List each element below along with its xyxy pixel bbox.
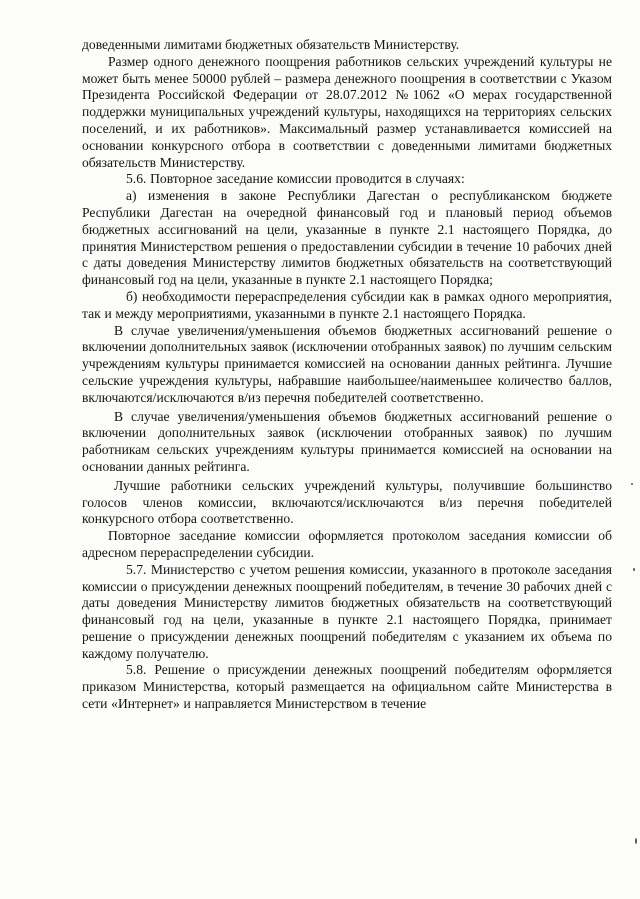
scan-speck — [633, 568, 635, 571]
paragraph-award-size: Размер одного денежного поощрения работников сельских учреждений культуры не может быть менее 50000 рублей – размера денежного поощрения в соответствии с Указом Президента Российской Федерации от 28.07.2012 №1062 «О мерах государственной поддержки муниципальных учреждений культуры, находящихся на территориях сельских поселений, и их работников». Максимальный размер устанавливается комиссией на основании конкурсного отбора в соответствии с доведенными лимитами бюджетных обязательств Министерству. — [82, 53, 612, 170]
paragraph-workers-rating: В случае увеличения/уменьшения объемов бюджетных ассигнований решение о включении дополнительных заявок (исключении отобранных заявок) по лучшим работникам сельских учреждениям культуры принимается комиссией на основании на основании данных рейтинга. — [82, 408, 612, 474]
scan-speck — [631, 483, 633, 485]
paragraph-continuation: доведенными лимитами бюджетных обязательств Министерству. — [82, 37, 460, 52]
paragraph-institutions-rating: В случае увеличения/уменьшения объемов бюджетных ассигнований решение о включении дополнительных заявок (исключении отобранных заявок) по лучшим сельским учреждениям культуры принимается комиссией на основании данных рейтинга. Лучшие сельские учреждения культуры, набравшие наибольшее/наименьшее количество баллов, включаются/исключаются в/из перечня победителей соответственно. — [82, 322, 612, 405]
scan-speck — [635, 838, 637, 844]
clause-5-7: 5.7. Министерство с учетом решения комиссии, указанного в протоколе заседания комиссии о присуждении денежных поощрений победителям, в течение 30 рабочих дней с даты доведения Министерству лимитов бюджетных обязательств на соответствующий финансовый год на цели, указанные в пункте 2.1 настоящего Порядка, принимает решение о присуждении денежных поощрений победителям с указанием их объема по каждому получателю. — [82, 561, 612, 661]
clause-5-6-item-b: б) необходимости перераспределения субсидии как в рамках одного мероприятия, так и между мероприятиями, указанными в пункте 2.1 настоящего Порядка. — [82, 288, 612, 321]
clause-5-8: 5.8. Решение о присуждении денежных поощрений победителям оформляется приказом Министерства, который размещается на официальном сайте Министерства в сети «Интернет» и направляется Министерством в течение — [82, 662, 612, 712]
document-page — [82, 37, 612, 713]
clause-5-6-item-a: а) изменения в законе Республики Дагестан о республиканском бюджете Республики Дагестан на очередной финансовый год и плановый период объемов бюджетных ассигнований на цели, указанные в пункте 2.1 настоящего Порядка, до принятия Министерством решения о предоставлении субсидии в течение 10 рабочих дней с даты доведения Министерству лимитов бюджетных обязательств на соответствующий финансовый год на цели, указанные в пункте 2.1 настоящего Порядка; — [82, 188, 612, 288]
paragraph-best-workers: Лучшие работники сельских учреждений культуры, получившие большинство голосов членов комиссии, включаются/исключаются в/из перечня победителей конкурсного отбора соответственно. — [82, 477, 612, 527]
paragraph-repeat-meeting-protocol: Повторное заседание комиссии оформляется протоколом заседания комиссии об адресном перераспределении субсидии. — [82, 528, 612, 560]
clause-5-6-heading: 5.6. Повторное заседание комиссии проводится в случаях: — [126, 171, 465, 187]
